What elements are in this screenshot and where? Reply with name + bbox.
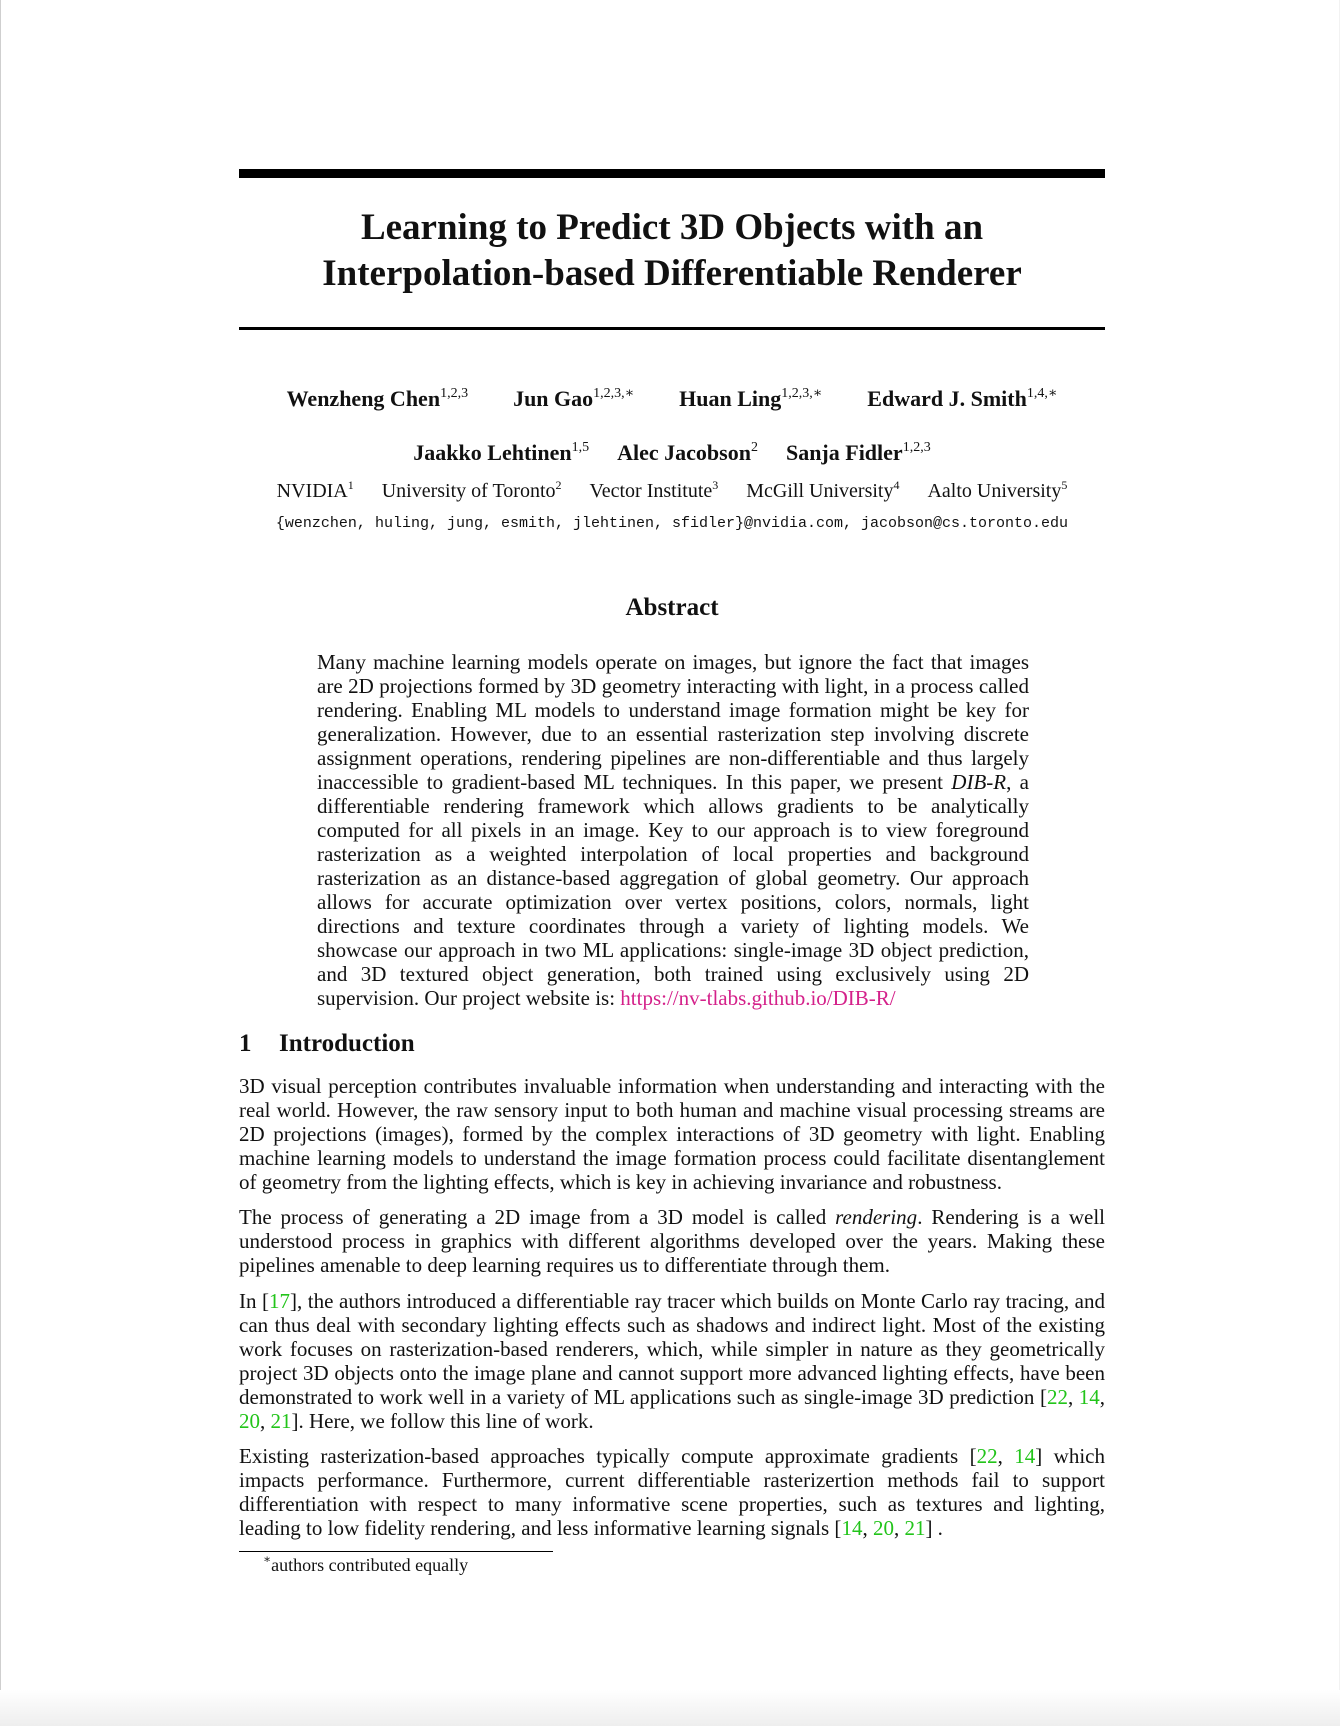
author: Alec Jacobson$^2$ <box>617 440 758 465</box>
author: Edward J. Smith$^{1,4,∗}$ <box>867 386 1058 411</box>
paper-title <box>239 205 1105 297</box>
citation-link[interactable]: 22 <box>1046 1385 1068 1409</box>
author: Huan Ling$^{1,2,3,∗}$ <box>679 386 823 411</box>
footnote: ∗authors contributed equally <box>263 1552 469 1575</box>
intro-paragraph-3: In [17], the authors introduced a differentiable ray tracer which builds on Monte Carlo ray tracing, and can thus deal with secondary lighting effects such as shadows and indirect light. Most of the existing work focuses on rasterization-based renderers, which, while simpler in nature as they geometrically project 3D objects onto the image plane and cannot support more advanced lighting effects, have been demonstrated to work well in a variety of ML applications such as single-image 3D prediction [22, 14, 20, 21]. Here, we follow this line of work. <box>239 1289 1105 1433</box>
page-shadow <box>0 1690 1340 1726</box>
authors-row-2 <box>239 440 1105 466</box>
affiliations <box>239 480 1105 503</box>
citation-link[interactable]: 21 <box>904 1516 926 1540</box>
affiliation: NVIDIA$^1$ <box>276 478 354 502</box>
citation-link[interactable]: 14 <box>1014 1444 1036 1468</box>
citation-link[interactable]: 20 <box>239 1409 260 1433</box>
citation-link[interactable]: 14 <box>841 1516 863 1540</box>
affiliation: McGill University$^4$ <box>746 478 900 502</box>
affiliation: Aalto University$^5$ <box>927 478 1068 502</box>
author-emails: {wenzchen, huling, jung, esmith, jlehtinen, sfidler}@nvidia.com, jacobson@cs.toronto.edu <box>275 515 1069 532</box>
footnote-rule <box>239 1551 553 1552</box>
author: Sanja Fidler$^{1,2,3}$ <box>785 440 931 465</box>
citation-link[interactable]: 17 <box>269 1289 291 1313</box>
author: Wenzheng Chen$^{1,2,3}$ <box>286 386 469 411</box>
intro-paragraph-1: 3D visual perception contributes invaluable information when understanding and interacting with the real world. However, the raw sensory input to both human and machine visual processing streams are 2D projections (images), formed by the complex interactions of 3D geometry with light. Enabling machine learning models to understand the image formation process could facilitate disentanglement of geometry from the lighting effects, which is key in achieving invariance and robustness. <box>239 1074 1105 1194</box>
affiliation: University of Toronto$^2$ <box>381 478 562 502</box>
dibr-term: DIB-R <box>951 770 1007 794</box>
citation-link[interactable]: 20 <box>872 1516 894 1540</box>
citation-link[interactable]: 21 <box>270 1409 292 1433</box>
affiliation: Vector Institute$^3$ <box>589 478 719 502</box>
title-line-1: Learning to Predict 3D Objects with an <box>360 207 984 248</box>
abstract-body: Many machine learning models operate on images, but ignore the fact that images are 2D projections formed by 3D geometry interacting with light, in a process called rendering. Enabling ML models to understand image formation might be key for generalization. However, due to an essential rasterization step involving discrete assignment operations, rendering pipelines are non-differentiable and thus largely inaccessible to gradient-based ML techniques. In this paper, we present DIB-R, a differentiable rendering framework which allows gradients to be analytically computed for all pixels in an image. Key to our approach is to view foreground rasterization as a weighted interpolation of local properties and background rasterization as an distance-based aggregation of global geometry. Our approach allows for accurate optimization over vertex positions, colors, normals, light directions and texture coordinates through a variety of lighting models. We showcase our approach in two ML applications: single-image 3D object prediction, and 3D textured object generation, both trained using exclusively using 2D supervision. Our project website is: https://nv-tlabs.github.io/DIB-R/ <box>317 650 1029 1010</box>
intro-paragraph-2: The process of generating a 2D image from a 3D model is called rendering. Rendering is a well understood process in graphics with different algorithms developed over the years. Making these pipelines amenable to deep learning requires us to differentiate through them. <box>239 1205 1105 1277</box>
section-heading-introduction: 1 Introduction <box>239 1030 415 1057</box>
author: Jaakko Lehtinen$^{1,5}$ <box>413 440 590 465</box>
project-website-link[interactable]: https://nv-tlabs.github.io/DIB-R/ <box>620 986 896 1010</box>
author: Jun Gao$^{1,2,3,∗}$ <box>513 386 635 411</box>
citation-link[interactable]: 14 <box>1078 1385 1100 1409</box>
authors-row-1 <box>239 386 1105 412</box>
abstract-heading: Abstract <box>625 594 719 621</box>
title-line-2: Interpolation-based Differentiable Renderer <box>322 253 1022 294</box>
title-rule-top <box>239 169 1105 178</box>
intro-paragraph-4: Existing rasterization-based approaches typically compute approximate gradients [22, 14] which impacts performance. Furthermore, current differentiable rasterizertion methods fail to support differentiation with respect to many informative scene properties, such as textures and lighting, leading to low fidelity rendering, and less informative learning signals [14, 20, 21] . <box>239 1444 1105 1540</box>
citation-link[interactable]: 22 <box>976 1444 998 1468</box>
title-rule-bottom <box>239 327 1105 330</box>
